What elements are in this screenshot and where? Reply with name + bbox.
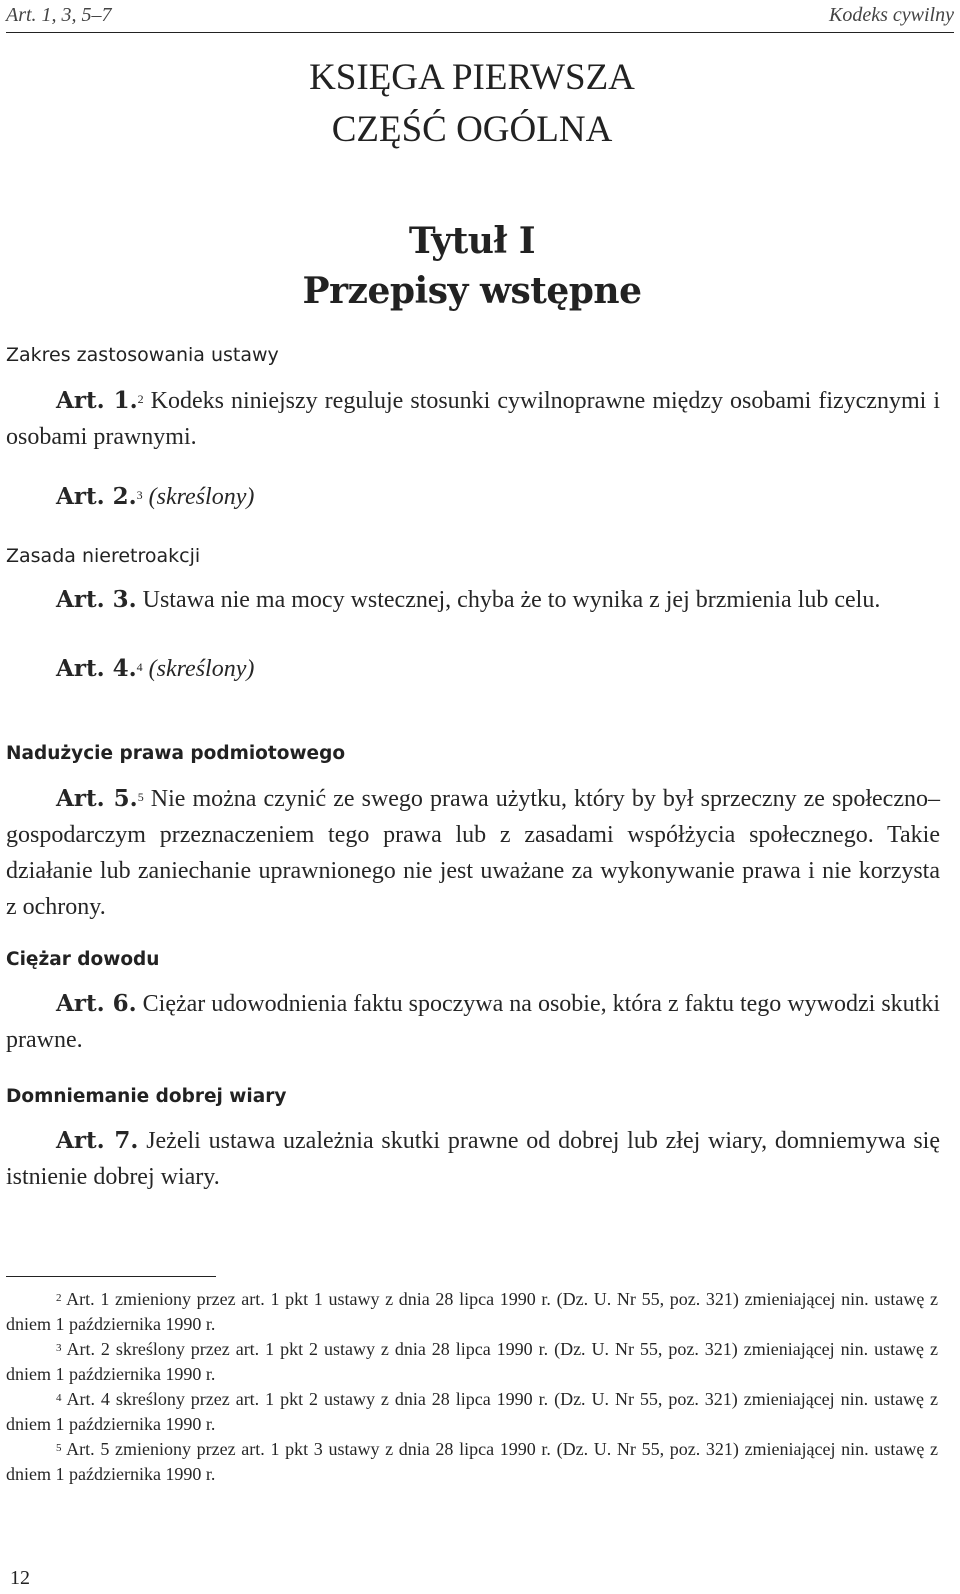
section-heading-abuse-of-right: Nadużycie prawa podmiotowego xyxy=(6,743,346,764)
article-6-number: Art. 6. xyxy=(56,990,137,1017)
article-1-number: Art. 1. xyxy=(56,387,138,414)
article-4-text: (skreślony) xyxy=(148,656,255,682)
book-title-line-1: KSIĘGA PIERWSZA xyxy=(309,57,635,98)
article-7-text: Jeżeli ustawa uzależnia skutki prawne od dobrej lub złej wiary, domniemywa się istnienie dobrej wiary. xyxy=(6,1128,940,1190)
title-heading xyxy=(0,216,944,316)
section-heading-good-faith: Domniemanie dobrej wiary xyxy=(6,1086,287,1107)
article-1-text: Kodeks niniejszy reguluje stosunki cywilnoprawne między osobami fizycznymi i osobami prawnymi. xyxy=(6,388,940,450)
header-act-title: Kodeks cywilny xyxy=(829,4,954,26)
footnote-text: Art. 1 zmieniony przez art. 1 pkt 1 ustawy z dnia 28 lipca 1990 r. (Dz. U. Nr 55, poz. 321) zmieniającej nin. ustawę z dniem 1 października 1990 r. xyxy=(6,1289,938,1334)
article-5 xyxy=(6,781,940,925)
article-4-number: Art. 4. xyxy=(56,655,137,682)
article-5-footnote-ref: 5 xyxy=(137,790,144,804)
article-2-number: Art. 2. xyxy=(56,483,137,510)
header-article-range: Art. 1, 3, 5–7 xyxy=(6,4,112,26)
article-6 xyxy=(6,986,940,1058)
footnote-5 xyxy=(6,1437,938,1487)
footnote-3 xyxy=(6,1337,938,1387)
article-7-number: Art. 7. xyxy=(56,1127,139,1154)
article-4-footnote-ref: 4 xyxy=(136,660,143,674)
article-2 xyxy=(6,479,940,515)
article-7 xyxy=(6,1123,940,1195)
footnote-2 xyxy=(6,1287,938,1337)
footnote-number: 5 xyxy=(56,1442,62,1454)
footnote-number: 2 xyxy=(56,1292,62,1304)
running-header xyxy=(6,4,954,33)
article-3-number: Art. 3. xyxy=(56,586,137,613)
article-5-text: Nie można czynić ze swego prawa użytku, który by był sprzeczny ze społeczno–gospodarczym przeznaczeniem tego prawa lub z zasadami współżycia społecznego. Takie działanie lub zaniechanie uprawnionego nie jest uważane za wykonywanie prawa i nie korzysta z ochrony. xyxy=(6,786,940,920)
footnote-separator xyxy=(6,1276,216,1277)
book-title xyxy=(0,52,944,156)
footnote-number: 3 xyxy=(56,1342,62,1354)
book-title-line-2: CZĘŚĆ OGÓLNA xyxy=(331,109,613,150)
article-2-text: (skreślony) xyxy=(148,484,255,510)
footnote-text: Art. 4 skreślony przez art. 1 pkt 2 ustawy z dnia 28 lipca 1990 r. (Dz. U. Nr 55, poz. 321) zmieniającej nin. ustawę z dniem 1 października 1990 r. xyxy=(6,1389,938,1434)
article-4 xyxy=(6,651,940,687)
footnote-4 xyxy=(6,1387,938,1437)
article-6-text: Ciężar udowodnienia faktu spoczywa na osobie, która z faktu tego wywodzi skutki prawne. xyxy=(6,991,940,1053)
footnote-text: Art. 2 skreślony przez art. 1 pkt 2 ustawy z dnia 28 lipca 1990 r. (Dz. U. Nr 55, poz. 321) zmieniającej nin. ustawę z dniem 1 października 1990 r. xyxy=(6,1339,938,1384)
footnote-number: 4 xyxy=(56,1392,62,1404)
footnotes xyxy=(6,1287,938,1487)
article-3 xyxy=(6,582,940,618)
title-heading-line-2: Przepisy wstępne xyxy=(302,270,642,312)
article-1 xyxy=(6,383,940,455)
section-heading-burden-of-proof: Ciężar dowodu xyxy=(6,949,160,970)
title-heading-line-1: Tytuł I xyxy=(408,220,536,262)
page-number: 12 xyxy=(10,1567,30,1589)
article-3-text: Ustawa nie ma mocy wstecznej, chyba że to wynika z jej brzmienia lub celu. xyxy=(136,587,881,613)
section-heading-scope: Zakres zastosowania ustawy xyxy=(6,344,279,366)
article-1-footnote-ref: 2 xyxy=(137,392,144,406)
footnote-text: Art. 5 zmieniony przez art. 1 pkt 3 ustawy z dnia 28 lipca 1990 r. (Dz. U. Nr 55, poz. 321) zmieniającej nin. ustawę z dniem 1 października 1990 r. xyxy=(6,1439,938,1484)
article-2-footnote-ref: 3 xyxy=(136,488,143,502)
article-5-number: Art. 5. xyxy=(56,785,138,812)
section-heading-non-retroactivity: Zasada nieretroakcji xyxy=(6,545,201,567)
